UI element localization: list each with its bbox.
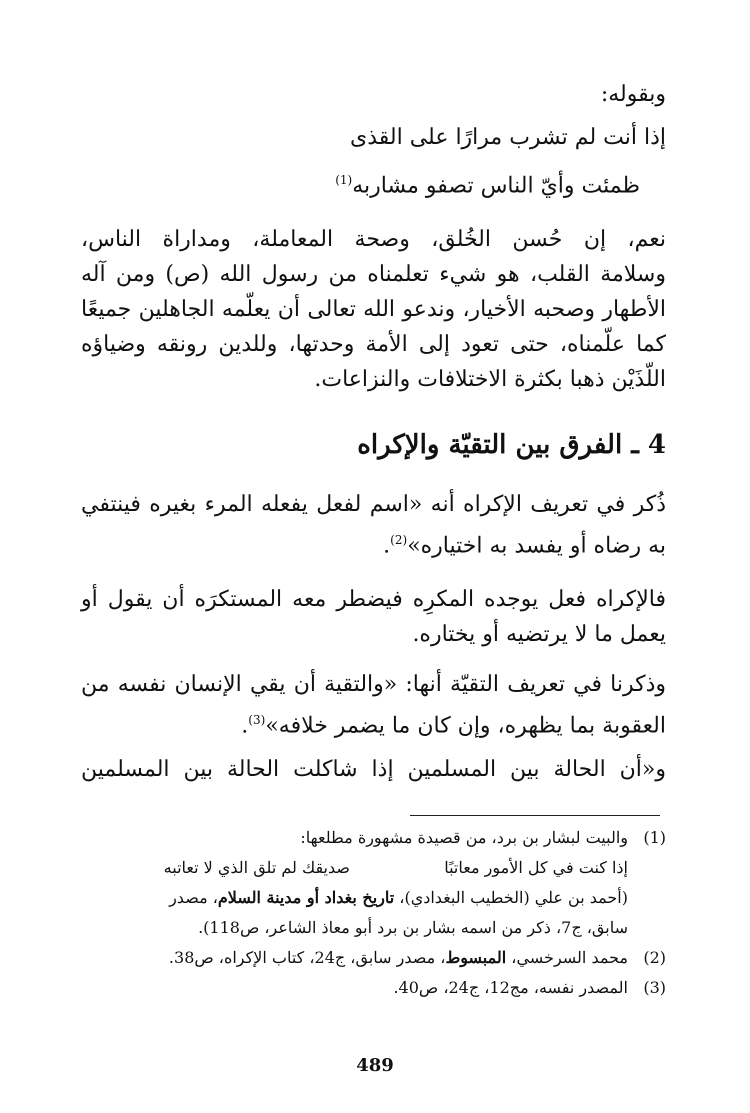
para4-line-1: وذكرنا في تعريف التقيّة أنها: «والتقية أن يقي الإنسان نفسه من bbox=[81, 672, 666, 697]
para1-line-4: كما علّمناه، حتى تعود إلى الأمة وحدتها، وللدين رونقه وضياؤه bbox=[81, 332, 666, 357]
intro-text: وبقوله: bbox=[600, 82, 666, 107]
footnote-2-book-title: المبسوط bbox=[445, 948, 507, 967]
para3-line-2: يعمل ما لا يرتضيه أو يختاره. bbox=[412, 622, 666, 647]
para3-line-1: فالإكراه فعل يوجده المكرِه فيضطر معه المستكرَه أن يقول أو bbox=[81, 587, 666, 612]
footnote-1-line-3-a: (أحمد بن علي (الخطيب البغدادي)، bbox=[394, 888, 628, 907]
poem-line-2 bbox=[55, 165, 640, 201]
para2-line-2-end: . bbox=[383, 533, 391, 559]
para1-line-2: وسلامة القلب، هو شيء تعلمناه من رسول الله (ص) ومن آله bbox=[81, 262, 666, 287]
footnote-ref-3: (3) bbox=[248, 713, 266, 727]
para2-line-1: ذُكر في تعريف الإكراه أنه «اسم لفعل يفعله المرء بغيره فينتفي bbox=[81, 492, 666, 517]
para4-line-2-text: العقوبة بما يظهره، وإن كان ما يضمر خلافه» bbox=[265, 713, 666, 739]
footnote-1-number: (1) bbox=[643, 828, 666, 847]
footnote-1-line-3 bbox=[83, 885, 628, 911]
para1-line-5: اللّذَيْن ذهبا بكثرة الاختلافات والنزاعات. bbox=[314, 367, 666, 392]
footnote-3-number: (3) bbox=[643, 978, 666, 997]
footnote-ref-2: (2) bbox=[390, 533, 408, 547]
para1-line-1: نعم، إن حُسن الخُلق، وصحة المعاملة، ومداراة الناس، bbox=[81, 227, 666, 252]
para4-line-2 bbox=[81, 705, 666, 741]
footnote-1-book-title: تاريخ بغداد أو مدينة السلام bbox=[217, 888, 395, 907]
footnote-1-verse-right: إذا كنت في كل الأمور معاتبًا bbox=[444, 858, 628, 877]
footnote-1 bbox=[81, 825, 666, 851]
para5-line-1: و«أن الحالة بين المسلمين إذا شاكلت الحالة بين المسلمين bbox=[81, 757, 666, 782]
footnote-3 bbox=[81, 975, 666, 1001]
footnote-2-number: (2) bbox=[643, 948, 666, 967]
section-heading: 4 ـ الفرق بين التقيّة والإكراه bbox=[357, 430, 666, 460]
footnote-2-text-a: محمد السرخسي، bbox=[506, 948, 628, 967]
poem-line-1: إذا أنت لم تشرب مرارًا على القذى bbox=[350, 125, 666, 150]
footnote-3-text: المصدر نفسه، مج12، ج24، ص40. bbox=[393, 978, 628, 997]
footnote-2-text-c: ، مصدر سابق، ج24، كتاب الإكراه، ص38. bbox=[168, 948, 446, 967]
poem-line-2-text: ظمئت وأيّ الناس تصفو مشاربه bbox=[352, 173, 640, 199]
para2-line-2-text: به رضاه أو يفسد به اختياره» bbox=[407, 533, 666, 559]
footnote-divider bbox=[410, 815, 660, 816]
para4-line-2-end: . bbox=[241, 713, 249, 739]
footnote-2 bbox=[81, 945, 666, 971]
para2-line-2 bbox=[81, 525, 666, 561]
footnote-2-text bbox=[169, 945, 628, 971]
footnote-1-verse-left: صديقك لم تلق الذي لا تعاتبه bbox=[163, 858, 350, 877]
footnote-ref-1: (1) bbox=[335, 173, 353, 187]
para1-line-3: الأطهار وصحبه الأخيار، وندعو الله تعالى أن يعلّمه الجاهلين جميعًا bbox=[81, 297, 666, 322]
page-number: 489 bbox=[356, 1055, 394, 1076]
footnote-1-line-3-c: ، مصدر bbox=[169, 888, 218, 907]
footnote-1-line-1: والبيت لبشار بن برد، من قصيدة مشهورة مطلعها: bbox=[300, 828, 628, 847]
footnote-1-line-4: سابق، ج7، ذكر من اسمه بشار بن برد أبو معاذ الشاعر، ص118). bbox=[198, 918, 628, 937]
